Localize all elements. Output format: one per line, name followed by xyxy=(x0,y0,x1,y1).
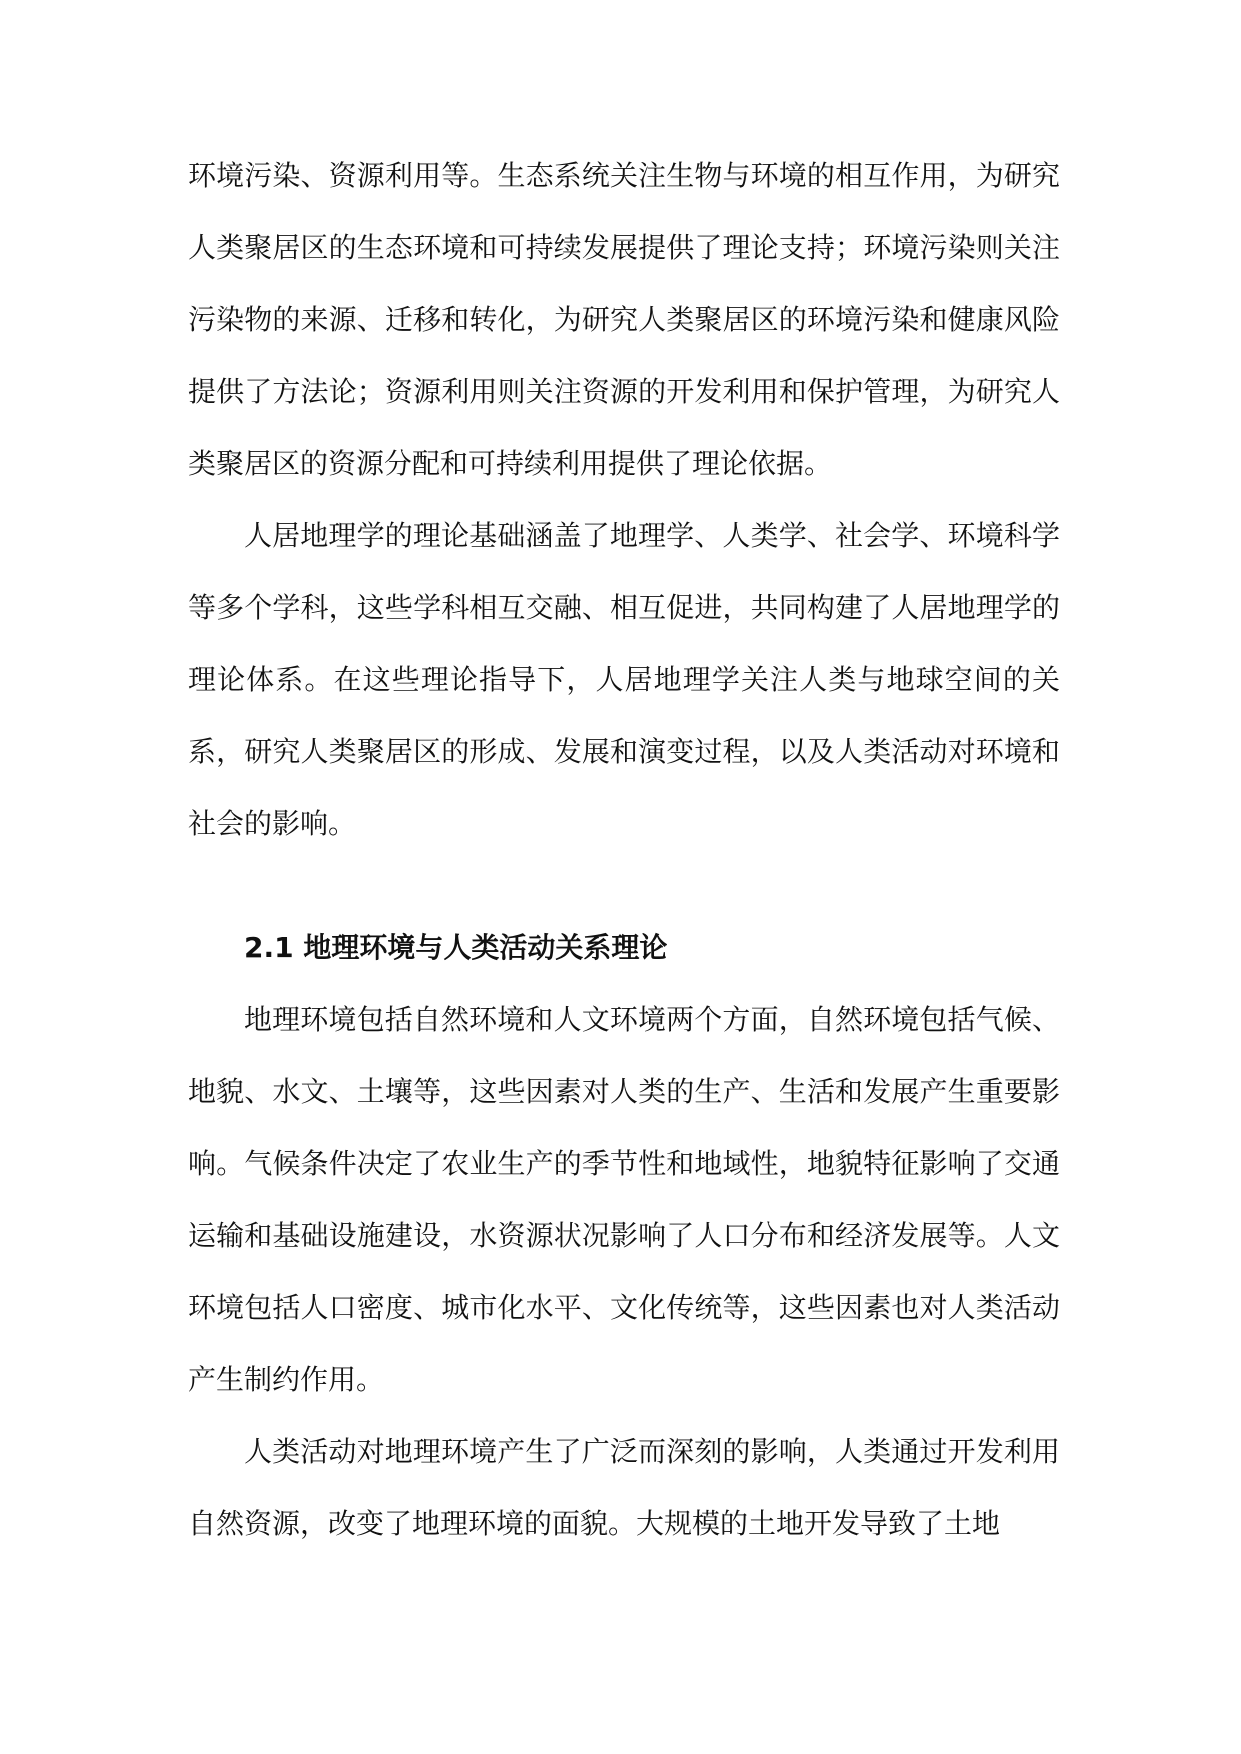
section-heading: 2.1 地理环境与人类活动关系理论 xyxy=(244,931,668,964)
paragraph-geographic-environment: 地理环境包括自然环境和人文环境两个方面，自然环境包括气候、地貌、水文、土壤等，这些因素对人类的生产、生活和发展产生重要影响。气候条件决定了农业生产的季节性和地域性，地貌特征影响了交通运输和基础设施建设，水资源状况影响了人口分布和经济发展等。人文环境包括人口密度、城市化水平、文化传统等，这些因素也对人类活动产生制约作用。 xyxy=(188,1003,1060,1396)
paragraph-continuation: 环境污染、资源利用等。生态系统关注生物与环境的相互作用，为研究人类聚居区的生态环境和可持续发展提供了理论支持；环境污染则关注污染物的来源、迁移和转化，为研究人类聚居区的环境污染和健康风险提供了方法论；资源利用则关注资源的开发利用和保护管理，为研究人类聚居区的资源分配和可持续利用提供了理论依据。 xyxy=(188,159,1060,480)
paragraph-human-activity: 人类活动对地理环境产生了广泛而深刻的影响，人类通过开发利用自然资源，改变了地理环境的面貌。大规模的土地开发导致了土地 xyxy=(188,1435,1060,1540)
paragraph-theory-basis: 人居地理学的理论基础涵盖了地理学、人类学、社会学、环境科学等多个学科，这些学科相互交融、相互促进，共同构建了人居地理学的理论体系。在这些理论指导下，人居地理学关注人类与地球空间的关系，研究人类聚居区的形成、发展和演变过程，以及人类活动对环境和社会的影响。 xyxy=(188,519,1060,840)
document-body xyxy=(188,140,1060,1560)
